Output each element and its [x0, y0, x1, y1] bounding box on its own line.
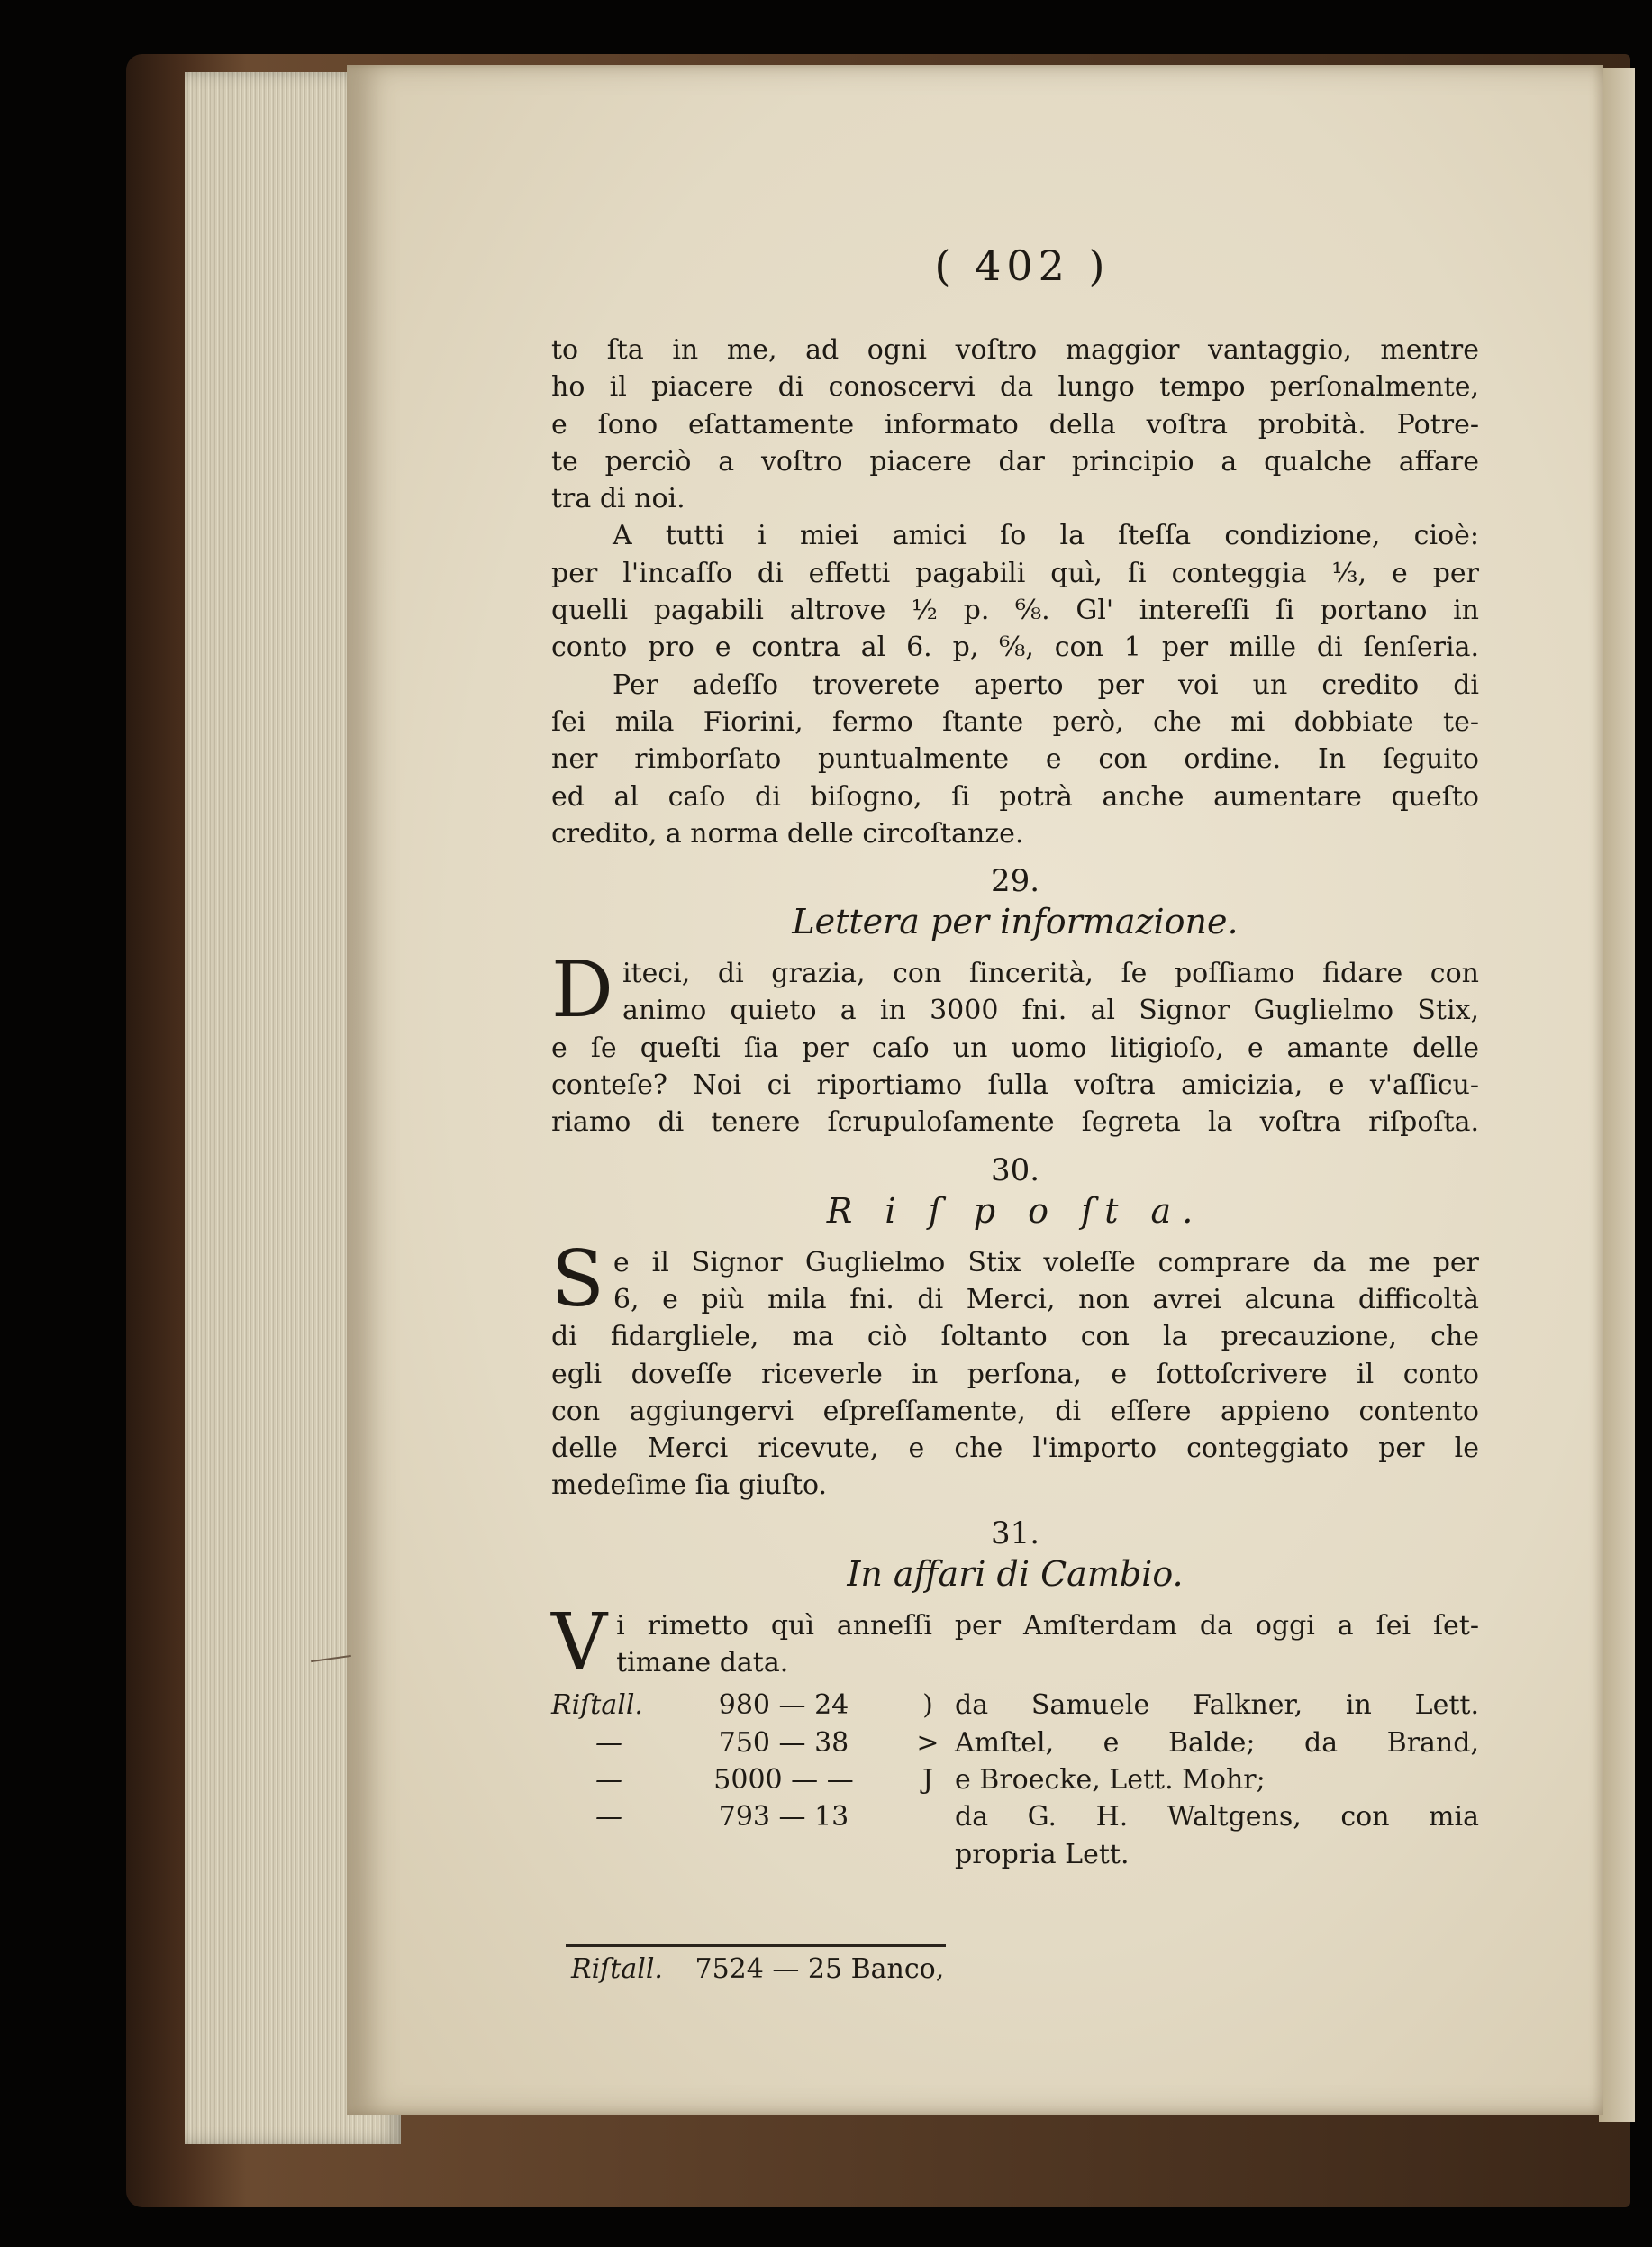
text-line: animo quieto a in 3000 fni. al Signor Guglielmo Stix,	[622, 995, 1479, 1027]
text-line: medeſime ſia giuſto.	[551, 1469, 828, 1502]
row-description: da G. H. Waltgens, con mia	[955, 1801, 1479, 1833]
total-line	[571, 1953, 944, 1985]
section-number: 30.	[990, 1151, 1040, 1188]
row-description: e Broecke, Lett. Mohr;	[955, 1763, 1266, 1796]
section-heading: R i ſ p o ſt a.	[826, 1190, 1204, 1231]
text-line: e il Signor Guglielmo Stix voleſſe comprare da me per	[613, 1246, 1479, 1278]
text-line: ſei mila Fiorini, fermo ſtante però, che mi dobbiate te-	[551, 705, 1479, 738]
page-number: ( 402 )	[934, 241, 1111, 290]
section-30-body	[551, 1233, 1479, 1505]
row-amount: 980 — 24	[718, 1689, 849, 1722]
intro-paragraph	[551, 332, 1479, 517]
text-line: egli doveſſe riceverle in perſona, e ſottoſcrivere il conto	[551, 1358, 1479, 1390]
credit-paragraph	[551, 667, 1479, 852]
table-row	[551, 1761, 1479, 1798]
total-value: 7524 — 25 Banco,	[694, 1953, 945, 1985]
text-line: e ſe queſti ſia per caſo un uomo litigioſo, e amante delle	[551, 1032, 1479, 1064]
text-line: te perciò a voſtro piacere dar principio a qualche affare	[551, 445, 1479, 478]
brace-mark: >	[916, 1726, 939, 1759]
text-line: quelli pagabili altrove ½ p. ⁶⁄₈. Gl' intereſſi ſi portano in	[551, 595, 1479, 627]
text-line: con aggiungervi eſpreſſamente, di eſſere appieno contento	[551, 1395, 1479, 1427]
brace-mark: J	[921, 1763, 934, 1796]
section-number: 29.	[990, 863, 1040, 900]
text-line: di fidargliele, ma ciò ſoltanto con la precauzione, che	[551, 1321, 1479, 1353]
row-amount	[667, 1836, 901, 1873]
section-heading: Lettera per informazione.	[792, 902, 1239, 942]
text-line: A tutti i miei amici ſo la ſteſſa condizione, cioè:	[613, 520, 1479, 552]
row-label: —	[595, 1801, 622, 1833]
text-line: ner rimborſato puntualmente e con ordine. In ſeguito	[551, 743, 1479, 776]
text-line: credito, a norma delle circoſtanze.	[551, 817, 1024, 850]
text-line: tra di noi.	[551, 483, 685, 515]
brace-mark	[901, 1836, 955, 1873]
section-29-body	[551, 945, 1479, 1141]
row-amount: 793 — 13	[718, 1801, 849, 1833]
exchange-table	[551, 1687, 1479, 1872]
brace-mark: )	[922, 1689, 933, 1722]
section-heading: In affari di Cambio.	[847, 1553, 1184, 1594]
text-line: conto pro e contra al 6. p, ⁶⁄₈, con 1 per mille di ſenſeria.	[551, 632, 1479, 664]
row-description: propria Lett.	[955, 1838, 1130, 1870]
text-line: delle Merci ricevute, e che l'importo conteggiato per le	[551, 1433, 1479, 1465]
text-line: iteci, di grazia, con ſincerità, ſe poſſiamo fidare con	[622, 958, 1479, 990]
row-amount: 5000 — —	[713, 1763, 854, 1796]
text-line: riamo di tenere ſcrupuloſamente ſegreta la voſtra riſpoſta.	[551, 1106, 1479, 1139]
text-line: e ſono eſattamente informato della voſtra probità. Potre-	[551, 408, 1479, 441]
text-line: to ſta in me, ad ogni voſtro maggior vantaggio, mentre	[551, 334, 1479, 366]
row-label	[551, 1836, 667, 1873]
drop-cap: S	[551, 1233, 604, 1324]
page-text	[551, 332, 1479, 1873]
text-line: ed al caſo di biſogno, ſi potrà anche aumentare queſto	[551, 780, 1479, 813]
sum-rule	[566, 1944, 946, 1947]
row-description: Amſtel, e Balde; da Brand,	[955, 1726, 1479, 1759]
row-label: —	[595, 1726, 622, 1759]
row-label: —	[595, 1763, 622, 1796]
row-label: Riſtall.	[551, 1689, 643, 1722]
table-row	[551, 1836, 1479, 1873]
conditions-paragraph	[551, 517, 1479, 666]
facing-page-edge	[1599, 68, 1635, 2122]
text-line: Per adeſſo troverete aperto per voi un credito di	[613, 669, 1479, 701]
text-line: conteſe? Noi ci riportiamo ſulla voſtra amicizia, e v'aſſicu-	[551, 1069, 1479, 1102]
drop-cap: V	[551, 1597, 608, 1688]
section-number: 31.	[990, 1515, 1040, 1551]
brace-mark	[901, 1798, 955, 1835]
text-line: i rimetto quì anneſſi per Amſterdam da oggi a ſei ſet-	[616, 1609, 1479, 1642]
text-line: ho il piacere di conoscervi da lungo tempo perſonalmente,	[551, 371, 1479, 404]
section-31-body	[551, 1597, 1479, 1688]
text-line: 6, e più mila fni. di Merci, non avrei alcuna difficoltà	[613, 1283, 1479, 1315]
row-amount: 750 — 38	[718, 1726, 849, 1759]
text-line: per l'incaſſo di effetti pagabili quì, ſi conteggia ⅓, e per	[551, 557, 1479, 589]
table-row	[551, 1724, 1479, 1761]
drop-cap: D	[551, 945, 613, 1036]
total-label: Riſtall.	[571, 1953, 663, 1985]
table-row	[551, 1798, 1479, 1835]
table-row	[551, 1687, 1479, 1724]
text-line: timane data.	[616, 1647, 789, 1679]
row-description: da Samuele Falkner, in Lett.	[955, 1689, 1479, 1722]
